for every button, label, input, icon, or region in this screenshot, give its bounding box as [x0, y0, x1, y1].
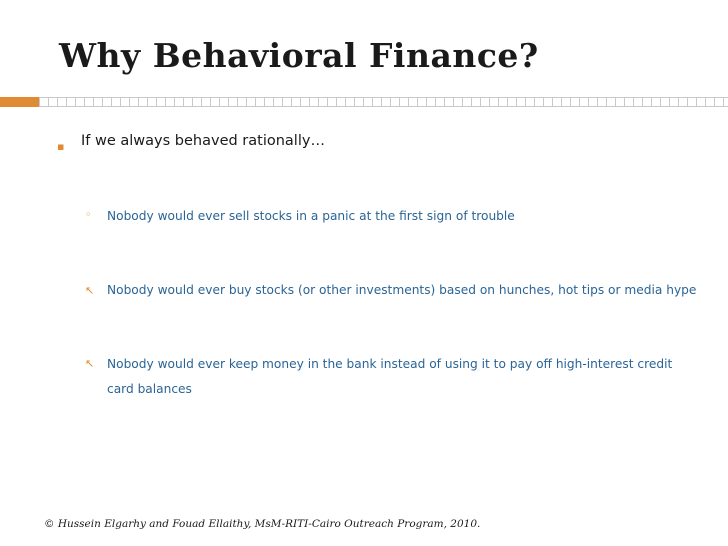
arrow-bullet-icon: ↖	[85, 357, 95, 370]
circle-bullet-icon: ◦	[85, 208, 92, 221]
bullet-marker-icon: ▪	[57, 140, 65, 153]
accent-bar	[0, 97, 39, 107]
slide-title: Why Behavioral Finance?	[59, 36, 539, 75]
sub-bullet-text-3-cont: card balances	[107, 382, 192, 396]
sub-bullet-text-1: Nobody would ever sell stocks in a panic at the first sign of trouble	[107, 209, 515, 223]
footer-copyright: © Hussein Elgarhy and Fouad Ellaithy, MsM-RITI-Cairo Outreach Program, 2010.	[44, 518, 481, 530]
bullet-text: If we always behaved rationally…	[81, 133, 325, 149]
arrow-bullet-icon: ↖	[85, 284, 95, 297]
sub-bullet-text-3: Nobody would ever keep money in the bank instead of using it to pay off high-interest credit	[107, 357, 673, 371]
sub-bullet-text-2: Nobody would ever buy stocks (or other investments) based on hunches, hot tips or media hype	[107, 283, 697, 297]
